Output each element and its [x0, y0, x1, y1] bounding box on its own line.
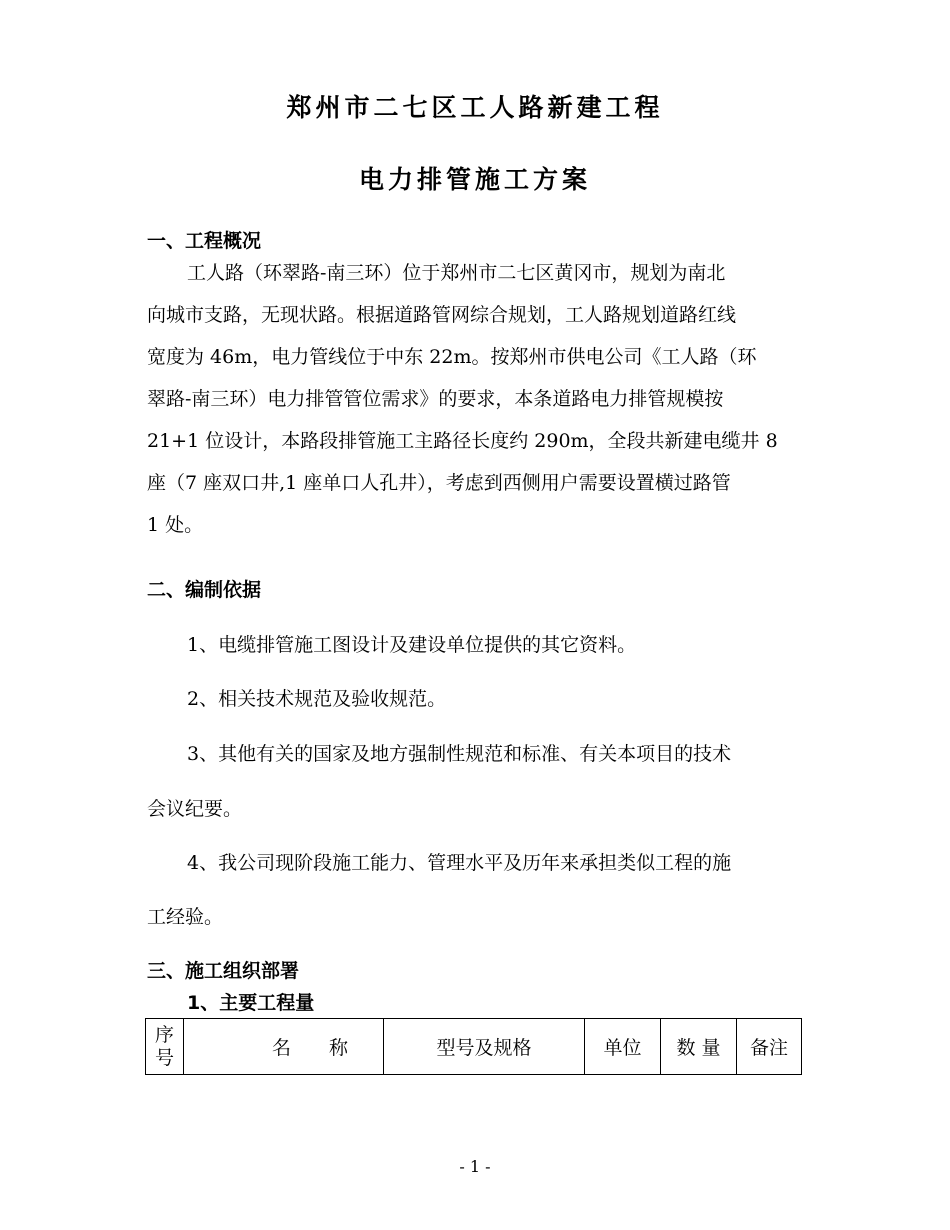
- header-qty: 数 量: [661, 1019, 737, 1075]
- section-heading-basis: 二、编制依据: [147, 579, 262, 601]
- document-title: 郑州市二七区工人路新建工程: [286, 93, 664, 122]
- table-header-row: [146, 1019, 802, 1075]
- overview-line: 向城市支路，无现状路。根据道路管网综合规划，工人路规划道路红线: [147, 304, 737, 326]
- overview-line: 1 处。: [147, 514, 204, 536]
- basis-item-3: 3、其他有关的国家及地方强制性规范和标准、有关本项目的技术: [187, 743, 732, 765]
- overview-line: 工人路（环翠路-南三环）位于郑州市二七区黄冈市，规划为南北: [187, 262, 726, 284]
- header-note: 备注: [737, 1019, 802, 1075]
- subheading-quantities: 1、主要工程量: [187, 992, 315, 1014]
- document-subtitle: 电力排管施工方案: [358, 165, 591, 194]
- overview-line: 21+1 位设计，本路段排管施工主路径长度约 290m，全段共新建电缆井 8: [147, 430, 778, 452]
- basis-item-2: 2、相关技术规范及验收规范。: [187, 688, 447, 710]
- basis-item-4-cont: 工经验。: [147, 906, 224, 928]
- header-unit: 单位: [585, 1019, 661, 1075]
- header-name: 名 称: [184, 1019, 384, 1075]
- overview-paragraph: [147, 252, 827, 546]
- basis-item-3-cont: 会议纪要。: [147, 798, 243, 820]
- overview-line: 座（7 座双口井,1 座单口人孔井），考虑到西侧用户需要设置横过路管: [147, 472, 731, 494]
- section-heading-organization: 三、施工组织部署: [147, 960, 300, 982]
- basis-item-4: 4、我公司现阶段施工能力、管理水平及历年来承担类似工程的施: [187, 852, 732, 874]
- page-number: - 1 -: [459, 1157, 491, 1176]
- header-seq: 序 号: [146, 1019, 184, 1075]
- section-heading-overview: 一、工程概况: [147, 230, 262, 252]
- quantities-table: [145, 1018, 802, 1075]
- overview-line: 宽度为 46m，电力管线位于中东 22m。按郑州市供电公司《工人路（环: [147, 346, 757, 368]
- header-spec: 型号及规格: [384, 1019, 585, 1075]
- basis-item-1: 1、电缆排管施工图设计及建设单位提供的其它资料。: [187, 634, 637, 656]
- overview-line: 翠路-南三环）电力排管管位需求》的要求，本条道路电力排管规模按: [147, 388, 724, 410]
